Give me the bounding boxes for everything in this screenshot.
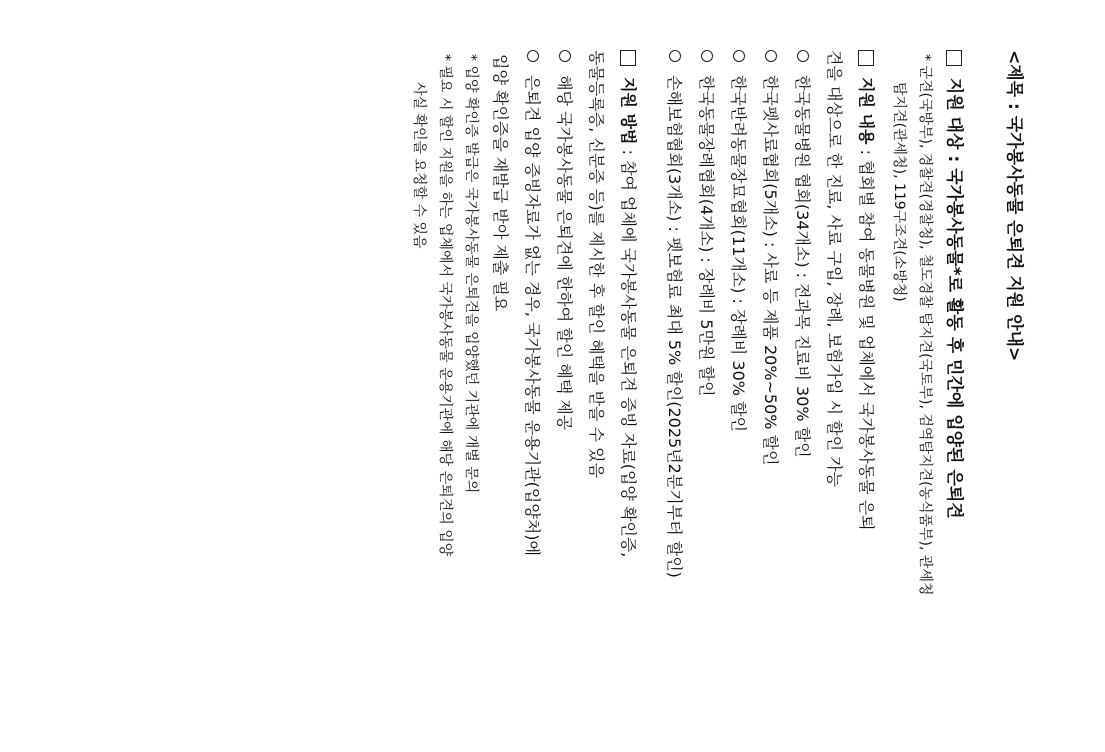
- method-heading: [612, 50, 644, 740]
- content-item-text: 한국반려동물장묘협회(11개소) : 장례비 30% 할인: [729, 75, 748, 432]
- document-page: [270, 50, 1030, 740]
- method-note-cont: 사실 확인을 요청할 수 있음: [411, 82, 427, 249]
- target-note-line1: * 군견(국방부), 경찰견(경찰청), 철도경찰 탐지견(국토부), 검역탐지견(농식품부), 관세청: [917, 54, 933, 596]
- page-title: <제목 : 국가봉사동물 은퇴견 지원 안내>: [1004, 50, 1024, 362]
- method-item-text: 해당 국가봉사동물 은퇴견에 한하여 할인 혜택 제공: [555, 75, 574, 431]
- circle-bullet-icon: [733, 50, 745, 62]
- method-item: [548, 50, 580, 740]
- content-item: [754, 50, 786, 740]
- content-item: [690, 50, 722, 740]
- method-item-cont: 입양 확인증을 재발급 받아 제출 필요: [491, 54, 510, 312]
- method-heading-label: 지원 방법: [619, 77, 638, 145]
- method-item: [516, 50, 548, 740]
- circle-bullet-icon: [559, 50, 571, 62]
- content-heading-text: : 협회별 참여 동물병원 및 업체에서 국가봉사동물 은퇴: [857, 144, 876, 531]
- method-note: * 필요 시 할인 지원을 하는 업체에서 국가봉사동물 운용기관에 해당 은퇴견의 입양: [437, 54, 453, 557]
- content-item-text: 한국펫사료협회(5개소) : 사료 등 제품 20%~50% 할인: [761, 75, 780, 466]
- square-bullet-icon: [620, 50, 636, 66]
- circle-bullet-icon: [765, 50, 777, 62]
- section-method: [406, 50, 644, 740]
- method-item-text: 은퇴견 입양 증빙자료가 없는 경우, 국가봉사동물 운용기관(입양처)에: [523, 75, 542, 556]
- content-heading: [850, 50, 882, 740]
- square-bullet-icon: [946, 50, 962, 66]
- section-content: [658, 50, 882, 740]
- content-item: [786, 50, 818, 740]
- content-heading-label: 지원 내용: [857, 77, 876, 145]
- content-item-text: 한국동물장례협회(4개소) : 장례비 5만원 할인: [697, 75, 716, 397]
- method-heading-text: : 참여 업체에 국가봉사동물 은퇴견 증빙 자료(입양 확인증,: [619, 144, 638, 558]
- circle-bullet-icon: [669, 50, 681, 62]
- content-item: [658, 50, 690, 740]
- target-heading-text: 지원 대상 : 국가봉사동물*로 활동 후 민간에 입양된 은퇴견: [944, 77, 964, 519]
- circle-bullet-icon: [701, 50, 713, 62]
- content-item: [722, 50, 754, 740]
- section-target: [886, 50, 970, 740]
- target-note-line2: 탐지견(관세청), 119구조견(소방청): [891, 82, 907, 302]
- content-item-text: 손해보험협회(3개소) : 펫보험료 최대 5% 할인(2025년2분기부터 할인): [665, 75, 684, 578]
- content-item-text: 한국동물병원 협회(34개소) : 전과목 진료비 30% 할인: [793, 75, 812, 458]
- target-heading: [938, 50, 970, 740]
- method-note: * 입양 확인증 발급은 국가봉사동물 은퇴견을 입양했던 기관에 개별 문의: [463, 54, 479, 494]
- square-bullet-icon: [858, 50, 874, 66]
- circle-bullet-icon: [527, 50, 539, 62]
- content-heading-cont: 견을 대상으로 한 진료, 사료 구입, 장례, 보험가입 시 할인 가능: [825, 50, 844, 488]
- method-heading-cont: 동물등록증, 신분증 등)를 제시한 후 할인 혜택을 받을 수 있음: [587, 50, 606, 479]
- circle-bullet-icon: [797, 50, 809, 62]
